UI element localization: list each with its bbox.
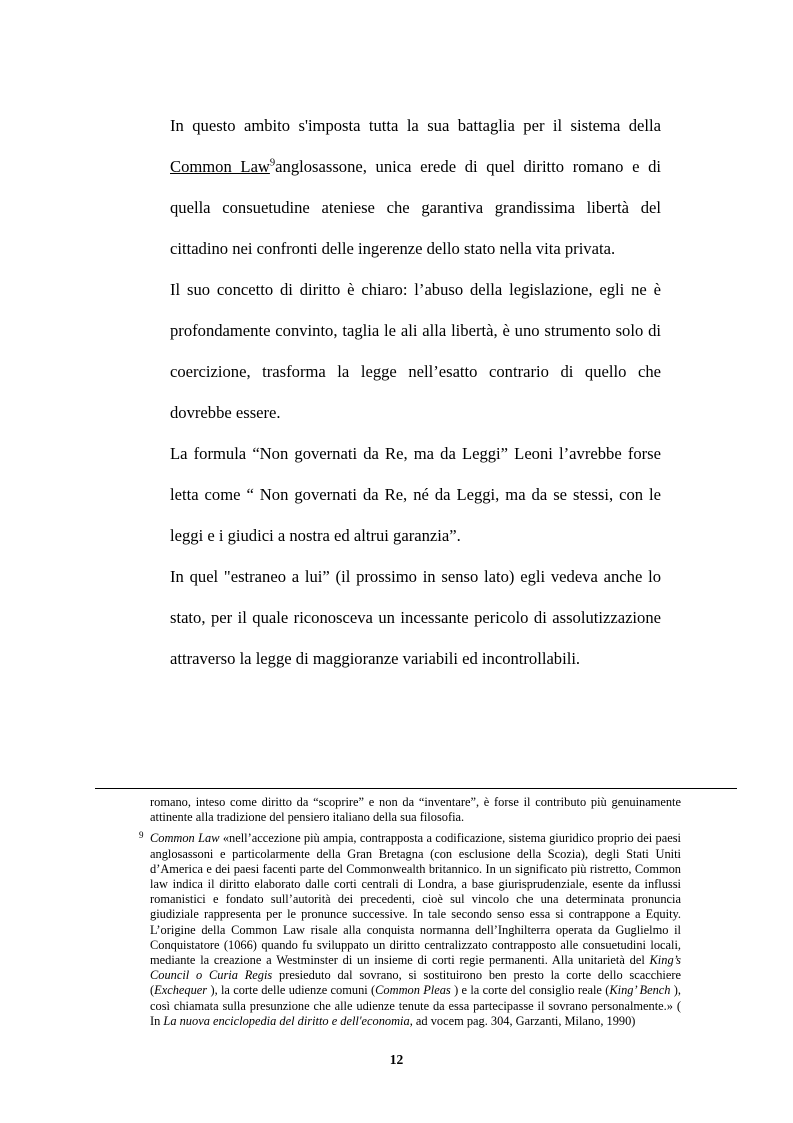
fn9-source-details: , ad vocem pag. 304, Garzanti, Milano, 1990) (409, 1013, 636, 1028)
fn9-exchequer: Exchequer (154, 983, 208, 998)
paragraph-1-start: In questo ambito s'imposta tutta la sua battaglia per il sistema della (170, 116, 661, 135)
footnote-separator (95, 788, 737, 789)
fn9-source-title: La nuova enciclopedia del diritto e dell'economia (163, 1013, 410, 1028)
fn9-text-5: ), così chiamata sulla presunzione che alle udienze tenute da essa partecipasse il sovrano personalmente.» ( In (150, 983, 682, 1028)
page-number: 12 (389, 1052, 404, 1067)
fn9-kings-council: King’s Council o Curia Regis (150, 953, 681, 983)
common-law-term: Common Law (170, 157, 270, 176)
fn9-kings-bench: King’ Bench (609, 983, 671, 998)
fn9-text-1: «nell’accezione più ampia, contrapposta a codificazione, sistema giuridico proprio dei paesi anglosassoni e particolarmente della Gran Bretagna (con esclusione della Scozia), degli Stati Uniti d’America e dei paesi facenti parte del Commonwealth britannico. In un significato più ristretto, Common law indica il diritto elaborato dalle corti centrali di Londra, a base giurisprudenziale, esente da influssi romanistici e fondato sull’autorità dei precedenti, cioè sul vincolo che una determinata pronuncia giudiziale rappresenta per le pronunce successive. In tale secondo senso essa si contrappone a Equity. L’origine della Common Law risale alla conquista normanna dell’Inghilterra operata da Guglielmo il Conquistatore (1066) quando fu sviluppato un diritto centralizzato contrapposto alle consuetudini locali, mediante la creazione a Westminster di un insieme di corti regie permanenti. Alla unitarietà del (150, 831, 681, 968)
paragraph-2: Il suo concetto di diritto è chiaro: l’abuso della legislazione, egli ne è profondamente convinto, taglia le ali alla libertà, è uno strumento solo di coercizione, trasforma la legge nell’esatto contrario di quello che dovrebbe essere. (170, 280, 661, 422)
footnote-ref-9[interactable]: 9 (269, 157, 276, 169)
paragraph-3: La formula “Non governati da Re, ma da Leggi” Leoni l’avrebbe forse letta come “ Non governati da Re, né da Leggi, ma da se stessi, con le leggi e i giudici a nostra ed altrui garanzia”. (170, 444, 661, 545)
fn9-text-4: ) e la corte del consiglio reale ( (450, 983, 610, 998)
footnote-9-number: 9 (139, 830, 144, 841)
footnotes (139, 795, 682, 1029)
footnote-continuation: romano, inteso come diritto da “scoprire” e non da “inventare”, è forse il contributo più genuinamente attinente alla tradizione del pensiero italiano della sua filosofia. (150, 795, 681, 825)
footnote-9 (139, 830, 682, 1029)
fn9-common-pleas: Common Pleas (375, 983, 451, 998)
paragraph-4: In quel "estraneo a lui” (il prossimo in senso lato) egli vedeva anche lo stato, per il quale riconosceva un incessante pericolo di assolutizzazione attraverso la legge di maggioranze variabili ed incontrollabili. (170, 567, 661, 668)
paragraph-1 (170, 105, 661, 269)
paragraph-1-end: anglosassone, unica erede di quel diritto romano e di quella consuetudine ateniese che garantiva grandissima libertà del cittadino nei confronti delle ingerenze dello stato nella vita privata. (170, 157, 662, 258)
fn9-text-3: ), la corte delle udienze comuni ( (207, 983, 376, 998)
fn9-text-2: presieduto dal sovrano, si sostituirono ben presto la corte dello scacchiere ( (150, 968, 682, 998)
main-text (170, 105, 661, 679)
fn9-term: Common Law (150, 831, 220, 846)
